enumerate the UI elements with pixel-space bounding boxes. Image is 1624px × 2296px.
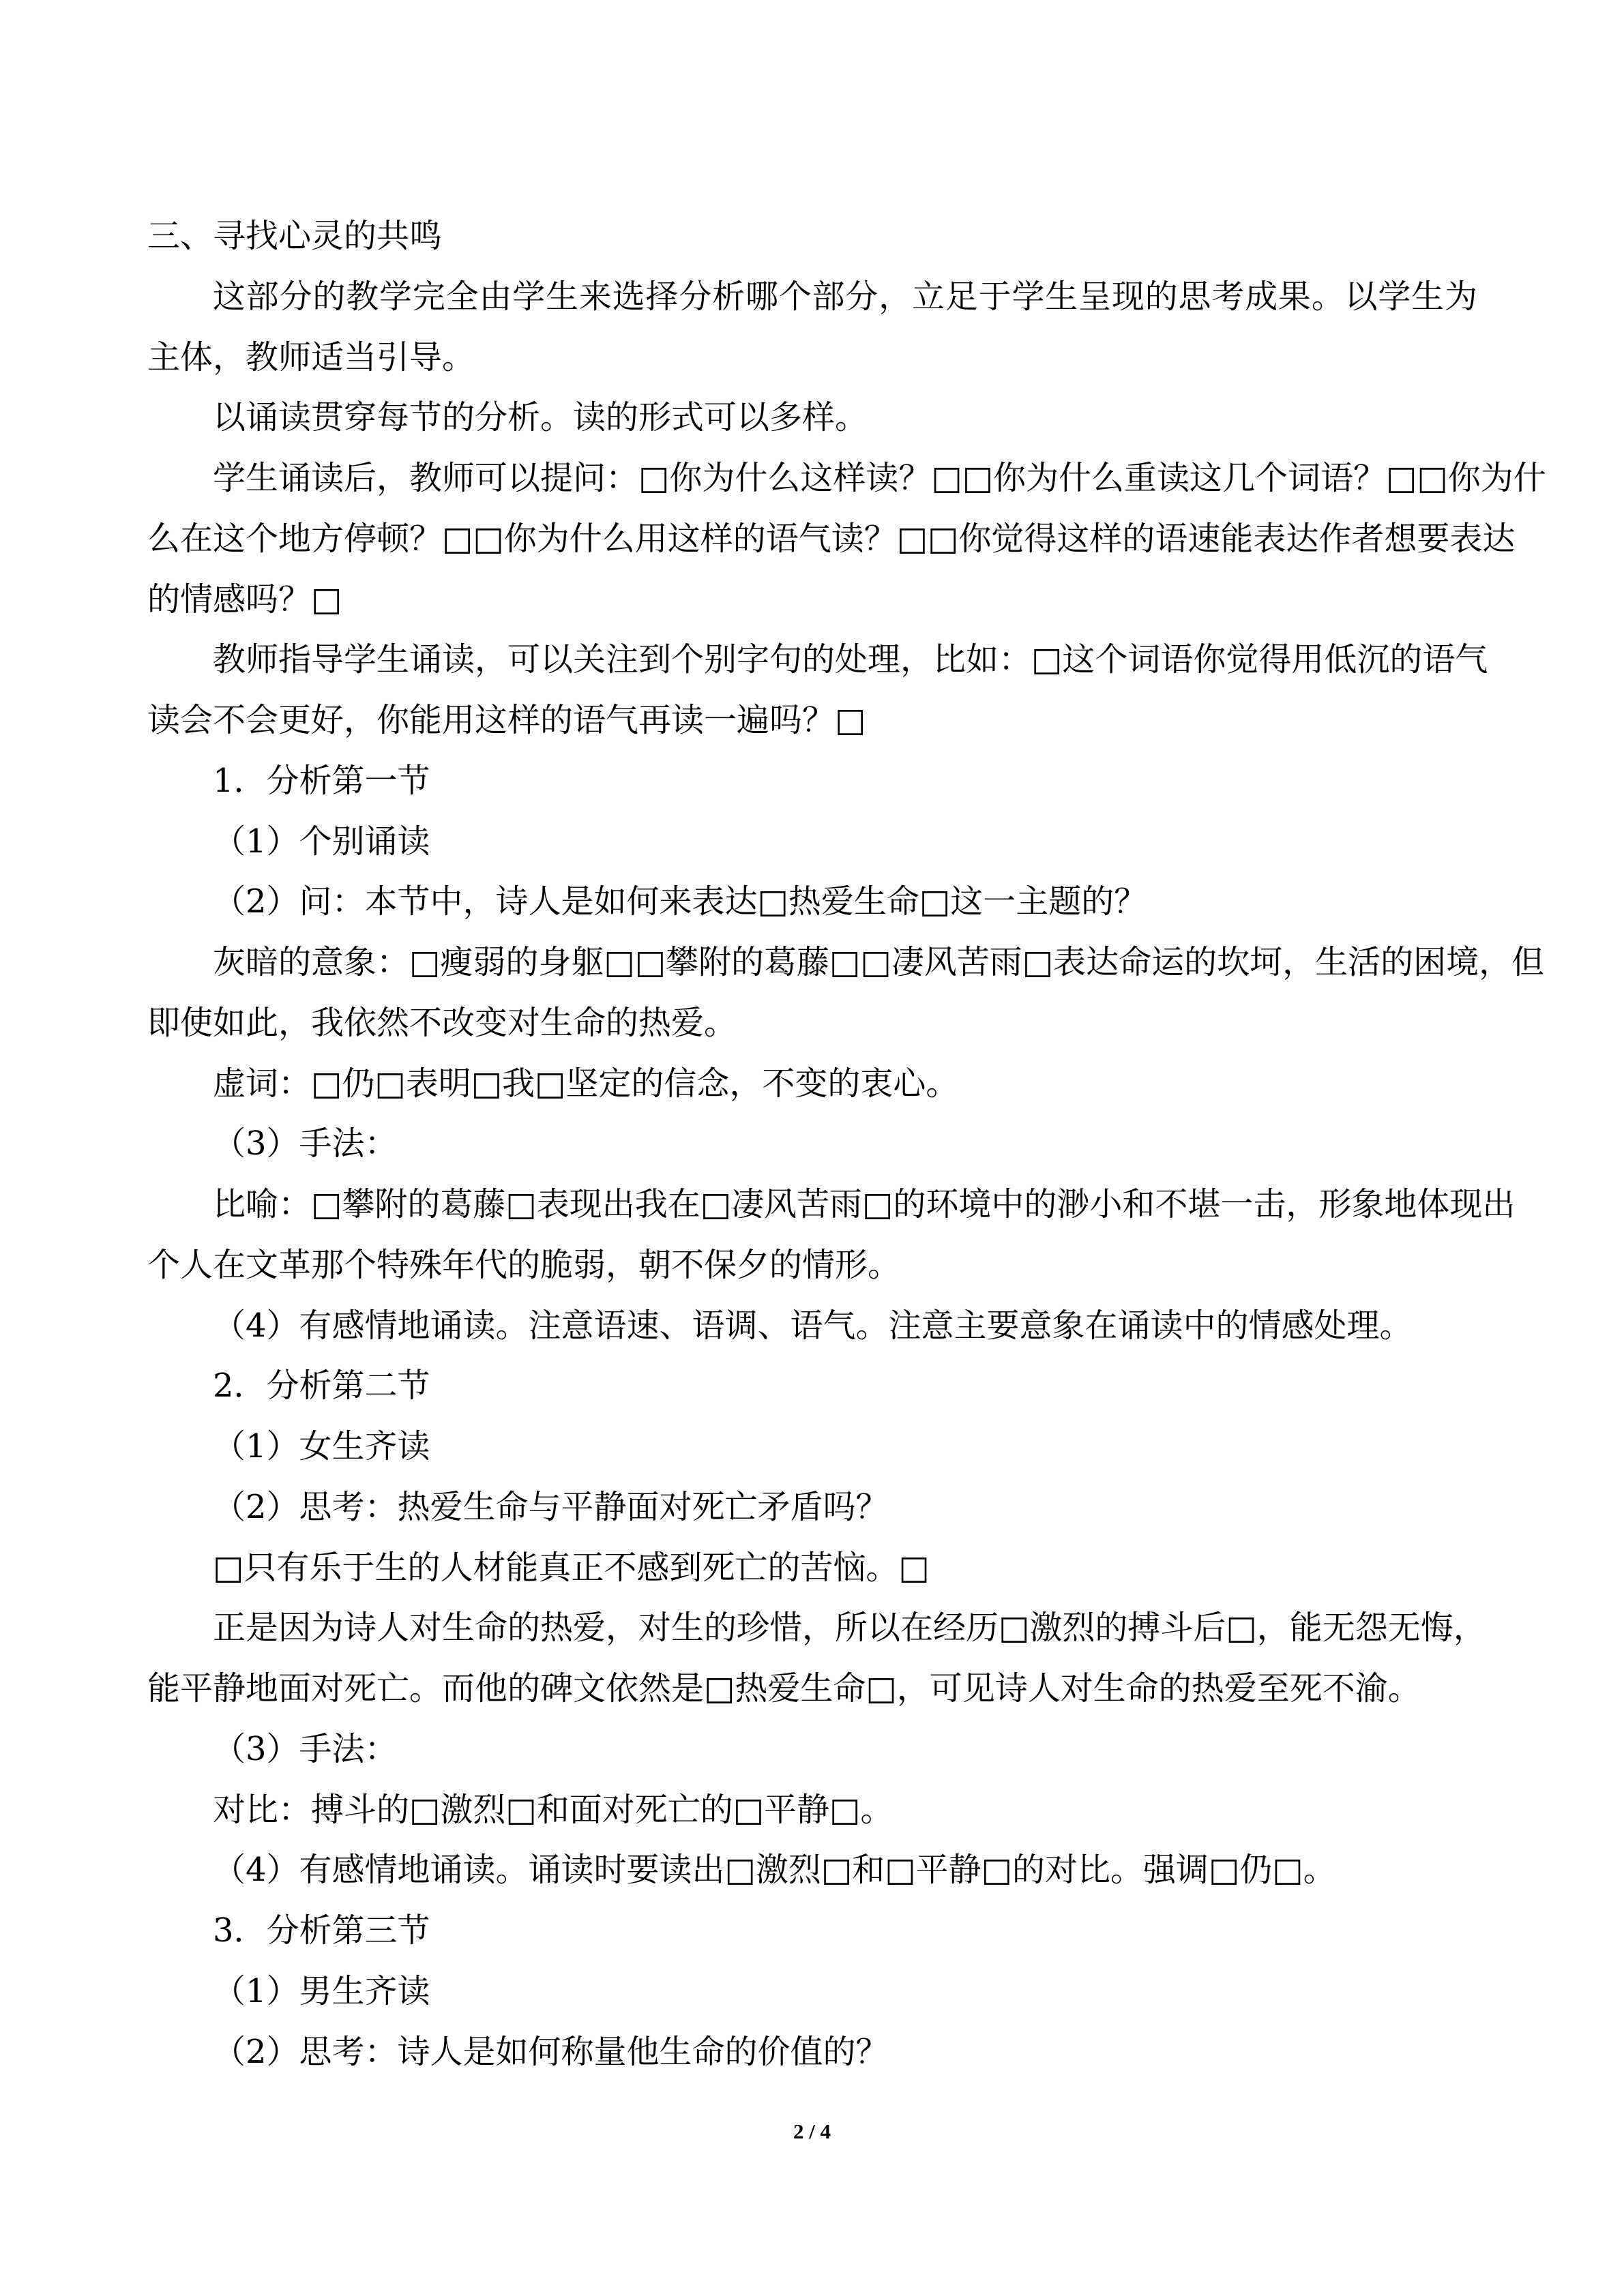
text-line: 正是因为诗人对生命的热爱，对生的珍惜，所以在经历□激烈的搏斗后□，能无怨无悔， (213, 1609, 1486, 1648)
text-line: 学生诵读后，教师可以提问：□你为什么这样读？□□你为什么重读这几个词语？□□你为什 (213, 459, 1546, 497)
list-item (147, 1477, 1477, 1538)
paragraph (147, 629, 1488, 751)
text-line: 么在这个地方停顿？□□你为什么用这样的语气读？□□你觉得这样的语速能表达作者想要表达 (147, 519, 1516, 558)
list-item (147, 871, 1477, 932)
list-item (147, 1840, 1477, 1900)
list-item (147, 1296, 1477, 1356)
text-line: 以诵读贯穿每节的分析。读的形式可以多样。 (213, 398, 868, 437)
text-line: （4）有感情地诵读。诵读时要读出□激烈□和□平静□的对比。强调□仍□。 (213, 1851, 1336, 1890)
text-line: 读会不会更好，你能用这样的语气再读一遍吗？□ (147, 701, 866, 739)
list-item (147, 1416, 1477, 1477)
text-line: 的情感吗？□ (147, 580, 342, 618)
list-item (147, 1961, 1477, 2022)
text-line: 主体，教师适当引导。 (147, 338, 475, 376)
text-line: （4）有感情地诵读。注意语速、语调、语气。注意主要意象在诵读中的情感处理。 (213, 1306, 1413, 1345)
paragraph (147, 1598, 1486, 1719)
text-line: （3）手法： (213, 1124, 398, 1163)
list-item (147, 811, 1477, 872)
text-line: （2）思考：诗人是如何称量他生命的价值的？ (213, 2032, 889, 2071)
text-line: 能平静地面对死亡。而他的碑文依然是□热爱生命□，可见诗人对生命的热爱至死不渝。 (147, 1669, 1421, 1708)
list-item (147, 1114, 1477, 1174)
list-item (147, 1719, 1477, 1780)
paragraph (147, 932, 1545, 1054)
text-line: 虚词：□仍□表明□我□坚定的信念，不变的衷心。 (213, 1064, 959, 1103)
paragraph (147, 267, 1477, 388)
subsection-heading (147, 1900, 1477, 1961)
text-line: 个人在文革那个特殊年代的脆弱，朝不保夕的情形。 (147, 1245, 901, 1284)
text-line: （1）女生齐读 (213, 1427, 430, 1465)
paragraph (147, 1538, 1477, 1598)
text-line: （1）个别诵读 (213, 822, 430, 861)
text-line: 教师指导学生诵读，可以关注到个别字句的处理，比如：□这个词语你觉得用低沉的语气 (213, 640, 1488, 679)
paragraph (147, 1174, 1516, 1296)
text-line: 比喻：□攀附的葛藤□表现出我在□凄风苦雨□的环境中的渺小和不堪一击，形象地体现出 (213, 1185, 1516, 1223)
list-item (147, 2022, 1477, 2083)
text-line: （2）问：本节中，诗人是如何来表达□热爱生命□这一主题的？ (213, 882, 1147, 921)
page-number: 2 / 4 (793, 2119, 831, 2143)
text-line: （1）男生齐读 (213, 1971, 430, 2010)
section-heading: 三、寻找心灵的共鸣 (147, 217, 443, 255)
text-line: 这部分的教学完全由学生来选择分析哪个部分，立足于学生呈现的思考成果。以学生为 (213, 277, 1477, 316)
text-line: 即使如此，我依然不改变对生命的热爱。 (147, 1003, 737, 1042)
document-body (147, 206, 1546, 2082)
text-line: 1．分析第一节 (213, 761, 430, 800)
text-line: □只有乐于生的人材能真正不感到死亡的苦恼。□ (213, 1548, 930, 1587)
text-line: （2）思考：热爱生命与平静面对死亡矛盾吗？ (213, 1487, 889, 1526)
text-line: 灰暗的意象：□瘦弱的身躯□□攀附的葛藤□□凄风苦雨□表达命运的坎坷，生活的困境，但 (213, 943, 1545, 981)
paragraph (147, 1780, 1477, 1840)
paragraph (147, 448, 1546, 629)
paragraph (147, 387, 1477, 448)
text-line: （3）手法： (213, 1729, 398, 1768)
text-line: 2．分析第二节 (213, 1367, 430, 1405)
paragraph (147, 1054, 1477, 1114)
subsection-heading (147, 751, 1477, 811)
subsection-heading (147, 1356, 1477, 1416)
text-line: 对比：搏斗的□激烈□和面对死亡的□平静□。 (213, 1790, 894, 1829)
text-line: 3．分析第三节 (213, 1911, 430, 1950)
